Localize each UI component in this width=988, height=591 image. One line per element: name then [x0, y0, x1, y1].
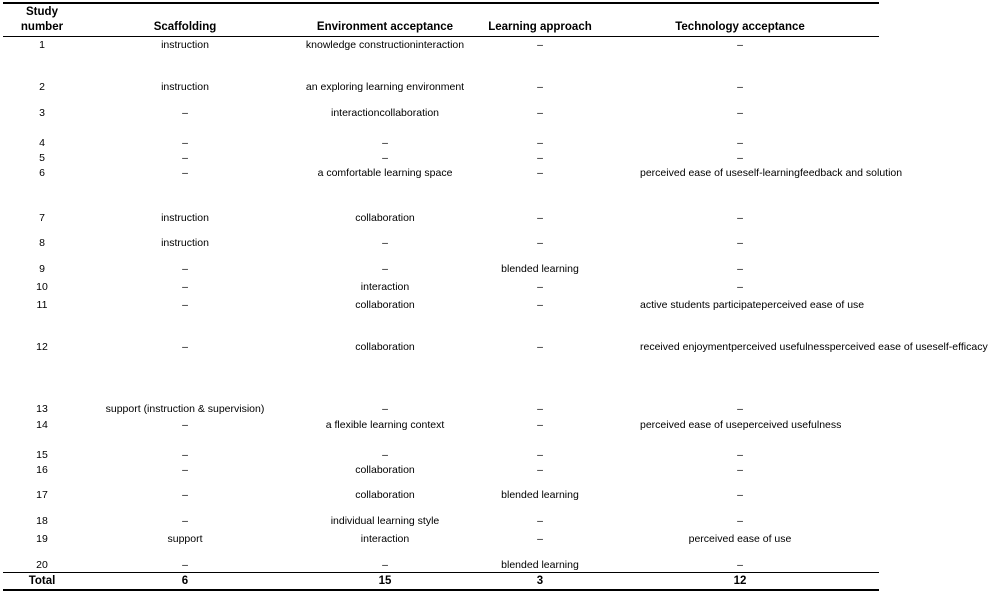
cell-technology	[640, 340, 988, 355]
cell-technology-line: perceived ease of use	[640, 419, 743, 431]
cell-technology	[640, 80, 840, 95]
cell-scaffolding	[90, 488, 280, 503]
cell-environment-line: interaction	[360, 533, 410, 545]
cell-scaffolding-line: –	[182, 137, 188, 149]
cell-technology	[640, 532, 840, 547]
cell-learning	[480, 262, 600, 277]
cell-technology-line: –	[737, 107, 743, 119]
cell-learning	[480, 463, 600, 478]
cell-technology-line: active students participate	[640, 299, 762, 311]
cell-learning	[480, 558, 600, 573]
cell-learning	[480, 280, 600, 295]
cell-learning-line: –	[537, 137, 543, 149]
cell-environment-line: –	[382, 559, 388, 571]
cell-scaffolding	[90, 402, 280, 417]
cell-learning-line: –	[537, 152, 543, 164]
cell-scaffolding-line: –	[182, 281, 188, 293]
total-environment: 15	[378, 575, 392, 587]
cell-technology-line: –	[737, 263, 743, 275]
table-top-rule	[3, 2, 879, 4]
cell-technology-line: –	[737, 81, 743, 93]
cell-environment-line: an exploring learning environment	[305, 81, 465, 93]
cell-technology-line: –	[737, 281, 743, 293]
cell-environment-line: –	[382, 237, 388, 249]
cell-environment	[280, 340, 490, 355]
cell-scaffolding-line: –	[182, 515, 188, 527]
header-technology: Technology acceptance	[675, 21, 805, 33]
cell-scaffolding-line: –	[182, 341, 188, 353]
cell-scaffolding	[90, 151, 280, 166]
cell-study-number: 18	[36, 515, 48, 527]
cell-environment	[280, 514, 490, 529]
cell-scaffolding	[90, 558, 280, 573]
cell-environment	[280, 166, 490, 181]
cell-environment-line: –	[382, 263, 388, 275]
cell-scaffolding	[90, 106, 280, 121]
cell-technology	[640, 262, 840, 277]
cell-technology-line: –	[737, 403, 743, 415]
header-environment: Environment acceptance	[316, 21, 454, 33]
cell-technology-line: –	[737, 152, 743, 164]
cell-technology	[640, 136, 840, 151]
header-study-line2: number	[20, 21, 64, 33]
cell-scaffolding	[90, 136, 280, 151]
cell-learning-line: –	[537, 341, 543, 353]
cell-learning-line: blended learning	[501, 489, 579, 501]
cell-learning	[480, 80, 600, 95]
cell-scaffolding-line: –	[182, 419, 188, 431]
cell-study-number: 8	[39, 237, 45, 249]
cell-environment	[280, 488, 490, 503]
cell-scaffolding	[90, 418, 280, 433]
cell-environment-line: collaboration	[355, 299, 415, 311]
cell-scaffolding-line: –	[182, 263, 188, 275]
header-learning: Learning approach	[488, 21, 592, 33]
total-rule	[3, 572, 879, 573]
total-technology: 12	[733, 575, 747, 587]
cell-learning	[480, 418, 600, 433]
cell-scaffolding	[90, 80, 280, 95]
cell-environment-line: –	[382, 137, 388, 149]
cell-technology-line: perceived ease of use	[640, 167, 743, 179]
cell-scaffolding	[90, 211, 280, 226]
cell-study-number: 14	[36, 419, 48, 431]
cell-environment-line: –	[382, 403, 388, 415]
cell-environment	[280, 211, 490, 226]
cell-environment	[280, 558, 490, 573]
cell-study-number: 19	[36, 533, 48, 545]
cell-study-number: 1	[39, 39, 45, 51]
cell-learning	[480, 38, 600, 53]
cell-learning	[480, 402, 600, 417]
cell-environment-line: collaboration	[355, 212, 415, 224]
cell-learning-line: –	[537, 464, 543, 476]
cell-learning-line: –	[537, 237, 543, 249]
cell-environment-line: –	[382, 449, 388, 461]
cell-learning	[480, 514, 600, 529]
cell-study-number: 12	[36, 341, 48, 353]
cell-learning-line: –	[537, 533, 543, 545]
cell-learning-line: blended learning	[501, 559, 579, 571]
cell-technology-line: –	[737, 39, 743, 51]
cell-technology	[640, 402, 840, 417]
cell-scaffolding	[90, 166, 280, 181]
cell-technology-line: received enjoyment	[640, 341, 732, 353]
cell-scaffolding-line: instruction	[161, 212, 209, 224]
cell-technology	[640, 236, 840, 251]
cell-technology-line: –	[737, 212, 743, 224]
cell-learning-line: –	[537, 167, 543, 179]
cell-technology-line: perceived ease of use	[761, 299, 865, 311]
cell-technology-line: perceived ease of use	[829, 341, 933, 353]
cell-learning	[480, 448, 600, 463]
cell-scaffolding	[90, 340, 280, 355]
cell-technology	[640, 280, 840, 295]
cell-learning-line: –	[537, 419, 543, 431]
cell-learning	[480, 166, 600, 181]
cell-environment	[280, 80, 490, 95]
cell-technology	[640, 38, 840, 53]
cell-environment	[280, 236, 490, 251]
cell-environment-line: collaboration	[355, 464, 415, 476]
cell-technology-line: perceived usefulness	[742, 419, 842, 431]
cell-environment	[280, 262, 490, 277]
cell-environment	[280, 298, 490, 313]
cell-environment-line: individual learning style	[330, 515, 440, 527]
cell-environment-line: collaboration	[379, 107, 439, 119]
cell-technology-line: –	[737, 515, 743, 527]
cell-environment	[280, 532, 490, 547]
cell-environment	[280, 38, 490, 53]
total-learning: 3	[536, 575, 544, 587]
cell-scaffolding-line: –	[182, 107, 188, 119]
cell-technology	[640, 514, 840, 529]
cell-scaffolding-line: instruction	[161, 39, 209, 51]
cell-environment-line: –	[382, 152, 388, 164]
cell-technology-line: –	[737, 559, 743, 571]
cell-study-number: 6	[39, 167, 45, 179]
cell-technology	[640, 298, 865, 313]
cell-technology-line: self-learning	[742, 167, 800, 179]
cell-learning-line: –	[537, 81, 543, 93]
cell-environment-line: interaction	[415, 39, 465, 51]
cell-learning	[480, 151, 600, 166]
cell-learning-line: –	[537, 403, 543, 415]
cell-scaffolding-line: support (instruction & supervision)	[105, 403, 265, 415]
cell-technology	[640, 106, 840, 121]
total-label: Total	[28, 575, 56, 587]
cell-environment	[280, 106, 490, 121]
cell-technology-line: self-efficacy	[932, 341, 988, 353]
cell-scaffolding	[90, 463, 280, 478]
cell-learning-line: blended learning	[501, 263, 579, 275]
cell-technology-line: –	[737, 449, 743, 461]
cell-technology	[640, 463, 840, 478]
cell-study-number: 16	[36, 464, 48, 476]
cell-scaffolding-line: instruction	[161, 237, 209, 249]
cell-learning-line: –	[537, 107, 543, 119]
cell-scaffolding-line: –	[182, 299, 188, 311]
cell-scaffolding-line: –	[182, 167, 188, 179]
cell-environment	[280, 463, 490, 478]
cell-technology	[640, 418, 840, 433]
cell-study-number: 13	[36, 403, 48, 415]
cell-study-number: 2	[39, 81, 45, 93]
cell-environment-line: a comfortable learning space	[317, 167, 453, 179]
cell-environment	[280, 418, 490, 433]
cell-environment	[280, 136, 490, 151]
cell-technology-line: perceived ease of use	[688, 533, 792, 545]
cell-technology	[640, 151, 840, 166]
cell-technology-line: feedback and solution	[799, 167, 903, 179]
cell-technology	[640, 488, 840, 503]
cell-scaffolding-line: –	[182, 152, 188, 164]
header-study-line1: Study	[26, 6, 58, 18]
cell-learning	[480, 236, 600, 251]
cell-study-number: 17	[36, 489, 48, 501]
cell-environment-line: interaction	[331, 107, 380, 119]
cell-study-number: 5	[39, 152, 45, 164]
cell-scaffolding	[90, 298, 280, 313]
cell-environment-line: a flexible learning context	[325, 419, 445, 431]
cell-learning	[480, 340, 600, 355]
cell-scaffolding-line: instruction	[161, 81, 209, 93]
cell-learning-line: –	[537, 515, 543, 527]
cell-technology	[640, 166, 903, 181]
cell-scaffolding-line: –	[182, 449, 188, 461]
cell-study-number: 20	[36, 559, 48, 571]
cell-scaffolding	[90, 236, 280, 251]
cell-technology-line: –	[737, 137, 743, 149]
header-scaffolding: Scaffolding	[153, 21, 217, 33]
cell-learning	[480, 532, 600, 547]
cell-environment	[280, 402, 490, 417]
cell-study-number: 10	[36, 281, 48, 293]
cell-study-number: 3	[39, 107, 45, 119]
cell-scaffolding	[90, 38, 280, 53]
cell-environment	[280, 151, 490, 166]
cell-technology-line: –	[737, 464, 743, 476]
cell-scaffolding-line: –	[182, 559, 188, 571]
cell-technology-line: perceived usefulness	[731, 341, 830, 353]
cell-scaffolding	[90, 262, 280, 277]
cell-scaffolding	[90, 448, 280, 463]
cell-learning	[480, 211, 600, 226]
cell-scaffolding-line: support	[167, 533, 203, 545]
cell-environment-line: collaboration	[355, 341, 415, 353]
cell-study-number: 4	[39, 137, 45, 149]
cell-learning-line: –	[537, 449, 543, 461]
cell-scaffolding-line: –	[182, 489, 188, 501]
cell-environment-line: interaction	[360, 281, 410, 293]
cell-study-number: 9	[39, 263, 45, 275]
header-rule	[3, 36, 879, 37]
cell-learning	[480, 136, 600, 151]
cell-technology-line: –	[737, 237, 743, 249]
cell-environment	[280, 280, 490, 295]
cell-technology-line: –	[737, 489, 743, 501]
cell-learning	[480, 106, 600, 121]
cell-learning-line: –	[537, 39, 543, 51]
cell-study-number: 15	[36, 449, 48, 461]
cell-learning	[480, 488, 600, 503]
cell-scaffolding	[90, 514, 280, 529]
cell-environment-line: collaboration	[355, 489, 415, 501]
cell-study-number: 11	[36, 299, 48, 311]
cell-scaffolding	[90, 532, 280, 547]
cell-study-number: 7	[39, 212, 45, 224]
cell-environment	[280, 448, 490, 463]
cell-environment-line: knowledge construction	[305, 39, 416, 51]
cell-learning	[480, 298, 600, 313]
cell-technology	[640, 448, 840, 463]
total-scaffolding: 6	[181, 575, 189, 587]
cell-learning-line: –	[537, 299, 543, 311]
cell-learning-line: –	[537, 281, 543, 293]
cell-technology	[640, 211, 840, 226]
cell-scaffolding-line: –	[182, 464, 188, 476]
cell-learning-line: –	[537, 212, 543, 224]
cell-technology	[640, 558, 840, 573]
cell-scaffolding	[90, 280, 280, 295]
header-study	[18, 5, 66, 35]
